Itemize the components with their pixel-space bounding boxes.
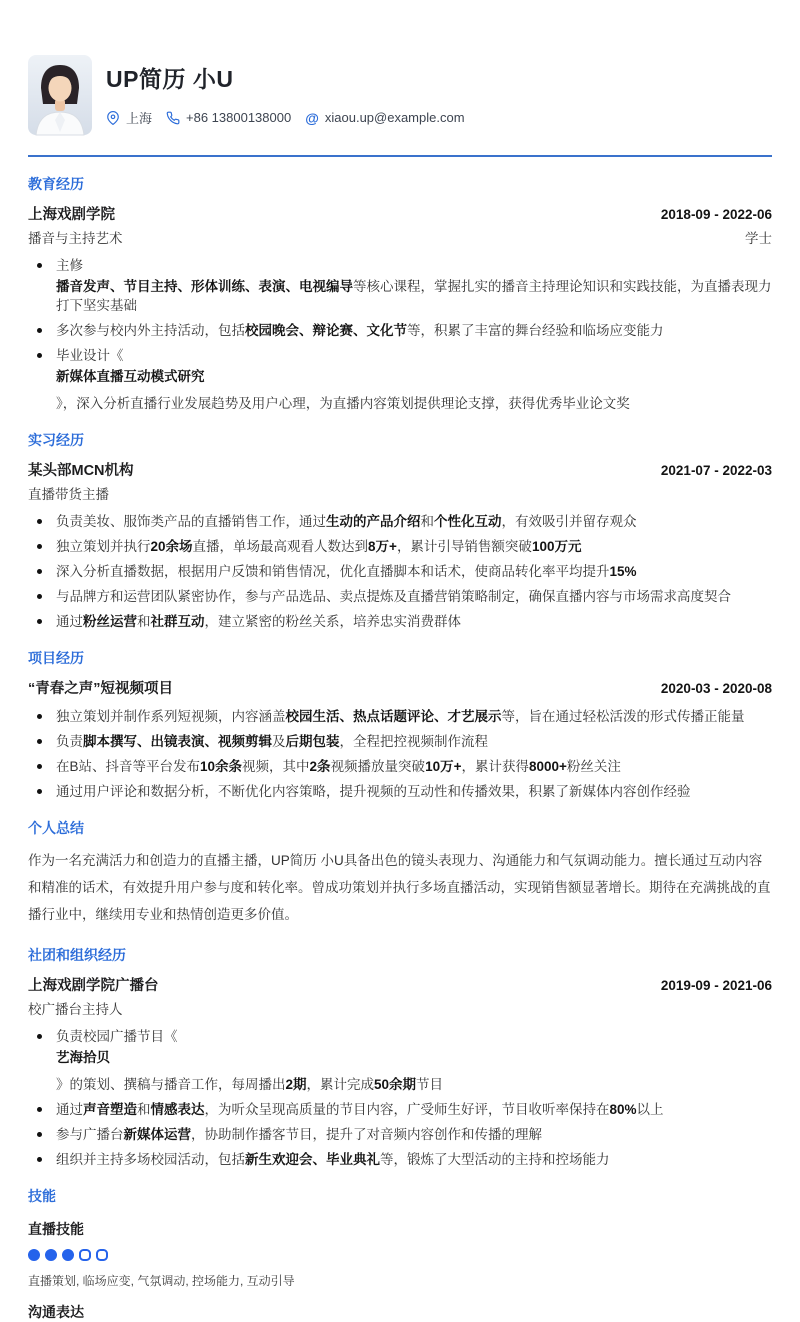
section-title: 教育经历 [28, 176, 84, 192]
contact-email [305, 110, 464, 125]
phone-icon [166, 111, 180, 125]
bullet-line [56, 587, 772, 606]
bold-text: 100万元 [531, 539, 582, 554]
entry-subheader [28, 998, 772, 1018]
bold-text: 脚本撰写、出镜表演、视频剪辑 [83, 734, 272, 749]
section [28, 1186, 772, 1322]
section-title: 技能 [28, 1188, 56, 1204]
plain-text: 深入分析直播数据，根据用户反馈和销售情况，优化直播脚本和话术，使商品转化率平均提升 [56, 564, 610, 579]
bold-text: 50余期 [374, 1077, 417, 1092]
bullet-item [28, 1027, 772, 1094]
plain-text: 以上 [636, 1102, 664, 1117]
skill-dot [79, 1249, 91, 1261]
bullet-line [56, 367, 772, 386]
plain-text: 粉丝关注 [566, 759, 621, 774]
entry-org: 上海戏剧学院 [28, 207, 115, 223]
entry-header [28, 677, 772, 698]
bullet-line [56, 562, 772, 581]
plain-text: 主修 [56, 258, 83, 273]
plain-text: ，全程把控视频制作流程 [339, 734, 488, 749]
header-text [106, 55, 465, 127]
entry-date: 2019-09 - 2021-06 [660, 978, 772, 993]
entry-org: “青春之声”短视频项目 [28, 681, 173, 697]
bullet-line [56, 707, 772, 726]
plain-text: 负责校园广播节目《 [56, 1029, 178, 1044]
plain-text: 》，深入分析直播行业发展趋势及用户心理，为直播内容策划提供理论支撑，获得优秀毕业论文奖 [56, 396, 630, 411]
bullet-line [56, 612, 772, 631]
entry-role: 直播带货主播 [28, 487, 109, 502]
bold-text: 2条 [309, 759, 331, 774]
entry-subheader [28, 227, 772, 247]
bold-text: 20余场 [150, 539, 193, 554]
plain-text: 视频播放量突破 [330, 759, 426, 774]
bold-text: 新媒体运营 [123, 1127, 191, 1142]
bold-text: 社群互动 [150, 614, 205, 629]
plain-text: 和 [420, 514, 434, 529]
candidate-name: UP简历 小U [106, 66, 234, 92]
plain-text: ，累计获得 [461, 759, 529, 774]
plain-text: 组织并主持多场校园活动，包括 [56, 1152, 245, 1167]
summary-text: 作为一名充满活力和创造力的直播主播，UP简历 小U具备出色的镜头表现力、沟通能力和气氛调动能力。擅长通过互动内容和精准的话术，有效提升用户参与度和转化率。曾成功策划并执行多场直播活动，实现销售额显著增长。期待在充满挑战的直播行业中，继续用专业和热情创造更多价值。 [28, 853, 771, 922]
bullet-item [28, 346, 772, 413]
plain-text: 与品牌方和运营团队紧密协作，参与产品选品、卖点提炼及直播营销策略制定，确保直播内容与市场需求高度契合 [56, 589, 731, 604]
bullet-line [56, 346, 772, 365]
plain-text: 及 [272, 734, 286, 749]
entry-subheader [28, 483, 772, 503]
bold-text: 校园晚会、辩论赛、文化节 [245, 323, 407, 338]
plain-text: ，为听众呈现高质量的节目内容，广受师生好评，节目收听率保持在 [204, 1102, 610, 1117]
plain-text: 和 [137, 1102, 151, 1117]
plain-text: 和 [137, 614, 151, 629]
plain-text: 视频，其中 [242, 759, 310, 774]
entry-org: 上海戏剧学院广播台 [28, 978, 159, 994]
bullet-line [56, 732, 772, 751]
bullet-line [56, 537, 772, 556]
entry-header [28, 459, 772, 480]
section [28, 945, 772, 1169]
section-title: 实习经历 [28, 432, 84, 448]
entry-role: 播音与主持艺术 [28, 231, 123, 246]
bullet-list [28, 707, 772, 801]
plain-text: ，累计引导销售额突破 [396, 539, 532, 554]
plain-text: 独立策划并制作系列短视频，内容涵盖 [56, 709, 286, 724]
bold-text: 艺海拾贝 [56, 1050, 110, 1065]
entry-degree: 学士 [745, 231, 772, 246]
email-text: xiaou.up@example.com [324, 110, 465, 125]
plain-text: 在B站、抖音等平台发布 [56, 759, 201, 774]
bullet-item [28, 321, 772, 340]
entry-header [28, 203, 772, 224]
bold-text: 新生欢迎会、毕业典礼 [245, 1152, 380, 1167]
bold-text: 80% [609, 1102, 637, 1117]
plain-text: 》的策划、撰稿与播音工作，每周播出 [56, 1077, 286, 1092]
skill-dot [28, 1249, 40, 1261]
bold-text: 后期包装 [285, 734, 340, 749]
bullet-item [28, 1100, 772, 1119]
plain-text: ，累计完成 [306, 1077, 375, 1092]
plain-text: 毕业设计《 [56, 348, 124, 363]
plain-text: ，建立紧密的粉丝关系，培养忠实消费群体 [204, 614, 461, 629]
section [28, 174, 772, 413]
entry-date: 2018-09 - 2022-06 [660, 207, 772, 222]
sections [28, 174, 772, 1322]
bullet-item [28, 732, 772, 751]
map-pin-icon [106, 111, 120, 125]
plain-text: 等，旨在通过轻松活泼的形式传播正能量 [501, 709, 745, 724]
plain-text: 通过用户评论和数据分析，不断优化内容策略，提升视频的互动性和传播效果，积累了新媒体内容创作经验 [56, 784, 691, 799]
avatar-photo [28, 55, 92, 135]
bullet-line [56, 1100, 772, 1119]
bold-text: 8万+ [368, 539, 397, 554]
bullet-line [56, 1075, 772, 1094]
contact-row [106, 108, 465, 127]
skill-name: 沟通表达 [28, 1304, 84, 1320]
bold-text: 新媒体直播互动模式研究 [56, 369, 205, 384]
bullet-line [56, 1150, 772, 1169]
plain-text: ，协助制作播客节目，提升了对音频内容创作和传播的理解 [191, 1127, 542, 1142]
bullet-line [56, 394, 772, 413]
plain-text: 参与广播台 [56, 1127, 124, 1142]
bullet-item [28, 512, 772, 531]
section-title: 项目经历 [28, 650, 84, 666]
bullet-line [56, 1027, 772, 1046]
plain-text: 等，锻炼了大型活动的主持和控场能力 [380, 1152, 610, 1167]
entry-header [28, 974, 772, 995]
bold-text: 15% [609, 564, 637, 579]
entry-date: 2020-03 - 2020-08 [660, 681, 772, 696]
bold-text: 10万+ [425, 759, 462, 774]
plain-text: 通过 [56, 1102, 83, 1117]
bullet-item [28, 537, 772, 556]
plain-text: 节目 [416, 1077, 444, 1092]
skill-name: 直播技能 [28, 1221, 84, 1237]
bold-text: 2期 [285, 1077, 307, 1092]
header [28, 55, 772, 135]
plain-text: ，有效吸引并留存观众 [501, 514, 637, 529]
skill-level [28, 1249, 772, 1261]
bullet-line [56, 277, 772, 315]
bold-text: 粉丝运营 [83, 614, 137, 629]
plain-text: 负责美妆、服饰类产品的直播销售工作，通过 [56, 514, 326, 529]
section [28, 648, 772, 801]
bold-text: 10余条 [200, 759, 243, 774]
bullet-line [56, 1125, 772, 1144]
plain-text: 多次参与校内外主持活动，包括 [56, 323, 245, 338]
bullet-list [28, 256, 772, 413]
bold-text: 播音发声、节目主持、形体训练、表演、电视编导 [56, 279, 353, 294]
entry-org: 某头部MCN机构 [28, 463, 134, 479]
header-divider [28, 155, 772, 157]
bullet-item [28, 1150, 772, 1169]
contact-phone [166, 110, 291, 125]
location-text: 上海 [126, 111, 153, 126]
avatar [28, 55, 92, 135]
skill-dot [96, 1249, 108, 1261]
bold-text: 校园生活、热点话题评论、才艺展示 [285, 709, 502, 724]
bullet-item [28, 562, 772, 581]
bullet-item [28, 707, 772, 726]
bullet-item [28, 587, 772, 606]
bold-text: 声音塑造 [83, 1102, 137, 1117]
contact-location [106, 108, 152, 127]
plain-text: 等核心课程，掌握扎实的播音主持理论知识和实践技能，为直播表现力打下坚实基础 [56, 279, 772, 313]
section [28, 818, 772, 928]
bullet-list [28, 1027, 772, 1169]
section [28, 430, 772, 631]
bold-text: 生动的产品介绍 [326, 514, 421, 529]
bullet-line [56, 321, 772, 340]
plain-text: 负责 [56, 734, 83, 749]
section-title: 个人总结 [28, 820, 84, 836]
bullet-list [28, 512, 772, 631]
plain-text: 直播，单场最高观看人数达到 [192, 539, 369, 554]
bullet-line [56, 256, 772, 275]
plain-text: 通过 [56, 614, 83, 629]
bold-text: 8000+ [528, 759, 567, 774]
bullet-line [56, 782, 772, 801]
bullet-item [28, 612, 772, 631]
skill-dot [62, 1249, 74, 1261]
bullet-item [28, 757, 772, 776]
bullet-item [28, 1125, 772, 1144]
skill-keywords: 直播策划, 临场应变, 气氛调动, 控场能力, 互动引导 [28, 1274, 295, 1288]
bold-text: 情感表达 [150, 1102, 205, 1117]
entry-date: 2021-07 - 2022-03 [660, 463, 772, 478]
bullet-line [56, 512, 772, 531]
entry-role: 校广播台主持人 [28, 1002, 123, 1017]
bullet-item [28, 256, 772, 315]
plain-text: 独立策划并执行 [56, 539, 151, 554]
bullet-line [56, 1048, 772, 1067]
bold-text: 个性化互动 [434, 514, 502, 529]
section-title: 社团和组织经历 [28, 947, 126, 963]
bullet-item [28, 782, 772, 801]
phone-text: +86 13800138000 [186, 110, 292, 125]
at-sign-icon: @ [305, 109, 319, 126]
plain-text: 等，积累了丰富的舞台经验和临场应变能力 [407, 323, 664, 338]
bullet-line [56, 757, 772, 776]
skill-dot [45, 1249, 57, 1261]
